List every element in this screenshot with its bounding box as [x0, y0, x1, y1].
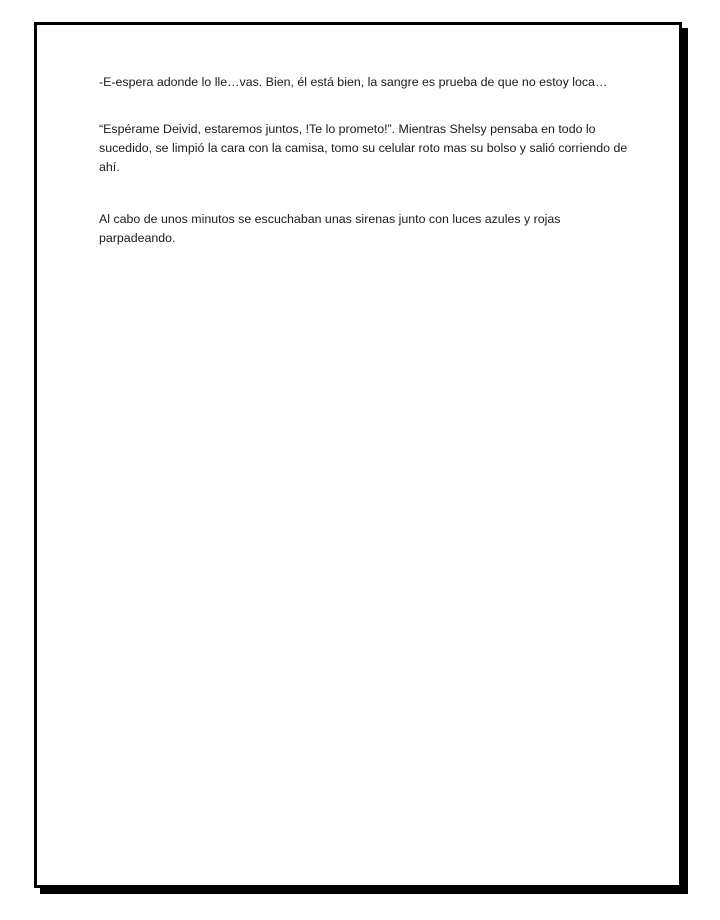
paragraph-1: -E-espera adonde lo lle…vas. Bien, él está bien, la sangre es prueba de que no estoy loca…	[99, 75, 608, 89]
page-body	[99, 73, 629, 248]
document-page	[34, 22, 682, 888]
paragraph-3: Al cabo de unos minutos se escuchaban unas sirenas junto con luces azules y rojas parpadeando.	[99, 212, 561, 245]
paragraph-2: “Espérame Deivid, estaremos juntos, !Te lo prometo!”. Mientras Shelsy pensaba en todo lo sucedido, se limpió la cara con la camisa, tomo su celular roto mas su bolso y salió corriendo de ahí.	[99, 122, 628, 174]
